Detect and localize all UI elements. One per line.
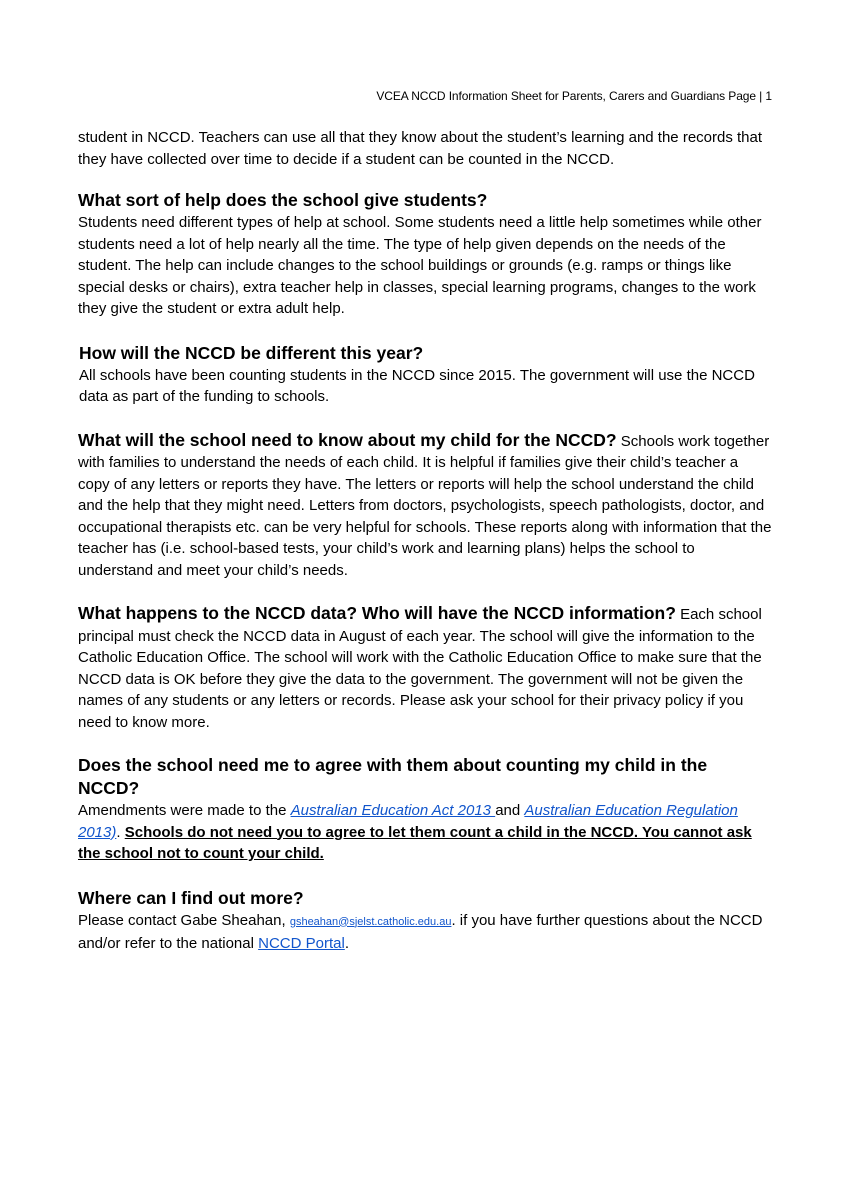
different-body: All schools have been counting students in the NCCD since 2015. The government will use the NCCD data as part of the funding to schools. (79, 366, 755, 405)
agree-text-before: Amendments were made to the (78, 802, 291, 819)
section-different (78, 342, 773, 408)
more-heading: Where can I find out more? (78, 887, 304, 908)
agree-bold-statement: Schools do not need you to agree to let them count a child in the NCCD. You cannot ask the school not to count your child. (78, 823, 752, 862)
education-act-link[interactable]: Australian Education Act 2013 (290, 802, 496, 819)
agree-text-period: . (116, 823, 125, 841)
more-body (78, 910, 773, 955)
document-body (78, 127, 773, 955)
know-body: Schools work together with families to understand the needs of each child. It is helpful if families give their child’s teacher a copy of any letters or reports they have. The letters or reports will help the school understand the child and the help that they might need. Letters from doctors, psychologists, speech pathologists, doctor, and occupational therapists etc. can be very helpful for schools. These reports along with information that the teacher has (i.e. school-based tests, your child’s work and learning plans) helps the school to understand and meet your child’s needs. (78, 432, 772, 579)
know-paragraph (78, 430, 773, 582)
help-body: Students need different types of help at school. Some students need a little help sometimes while other students need a lot of help nearly all the time. The type of help given depends on the needs of the student. The help can include changes to the school buildings or grounds (e.g. ramps or things like special desks or chairs), extra teacher help in classes, special learning programs, changes to the work they give the student or extra adult help. (78, 214, 762, 317)
education-regulation-link[interactable]: Australian Education Regulation 2013) (78, 802, 738, 841)
contact-email-link[interactable]: gsheahan@sjelst.catholic.edu.au (289, 915, 452, 928)
more-text-before: Please contact Gabe Sheahan, (78, 911, 290, 929)
different-heading: How will the NCCD be different this year? (79, 342, 424, 363)
know-heading: What will the school need to know about my child for the NCCD? (78, 429, 617, 450)
more-text-after: . if you have further questions about the NCCD and/or refer to the national (78, 911, 763, 952)
section-know (78, 430, 773, 582)
intro-paragraph: student in NCCD. Teachers can use all that they know about the student’s learning and the records that they have collected over time to decide if a student can be counted in the NCCD. (78, 129, 763, 168)
data-paragraph (78, 603, 773, 733)
help-heading: What sort of help does the school give students? (78, 190, 488, 210)
section-more (78, 887, 773, 955)
data-heading: What happens to the NCCD data? Who will have the NCCD information? (78, 603, 676, 623)
section-help (78, 189, 773, 320)
section-data (78, 603, 773, 733)
section-agree (78, 754, 773, 865)
page-header: VCEA NCCD Information Sheet for Parents, Carers and Guardians Page | 1 (376, 89, 772, 103)
data-body: Each school principal must check the NCCD data in August of each year. The school will give the information to the Catholic Education Office. The school will work with the Catholic Education Office to make sure that the NCCD data is OK before they give the data to the government. The government will not be given the names of any students or any letters or records. Please ask your school for their privacy policy if you need to know more. (78, 606, 762, 731)
more-text-end: . (344, 935, 349, 952)
agree-heading: Does the school need me to agree with them about counting my child in the NCCD? (78, 755, 708, 798)
agree-text-and: and (495, 802, 525, 819)
agree-body (78, 800, 773, 865)
nccd-portal-link[interactable]: NCCD Portal (258, 935, 345, 952)
